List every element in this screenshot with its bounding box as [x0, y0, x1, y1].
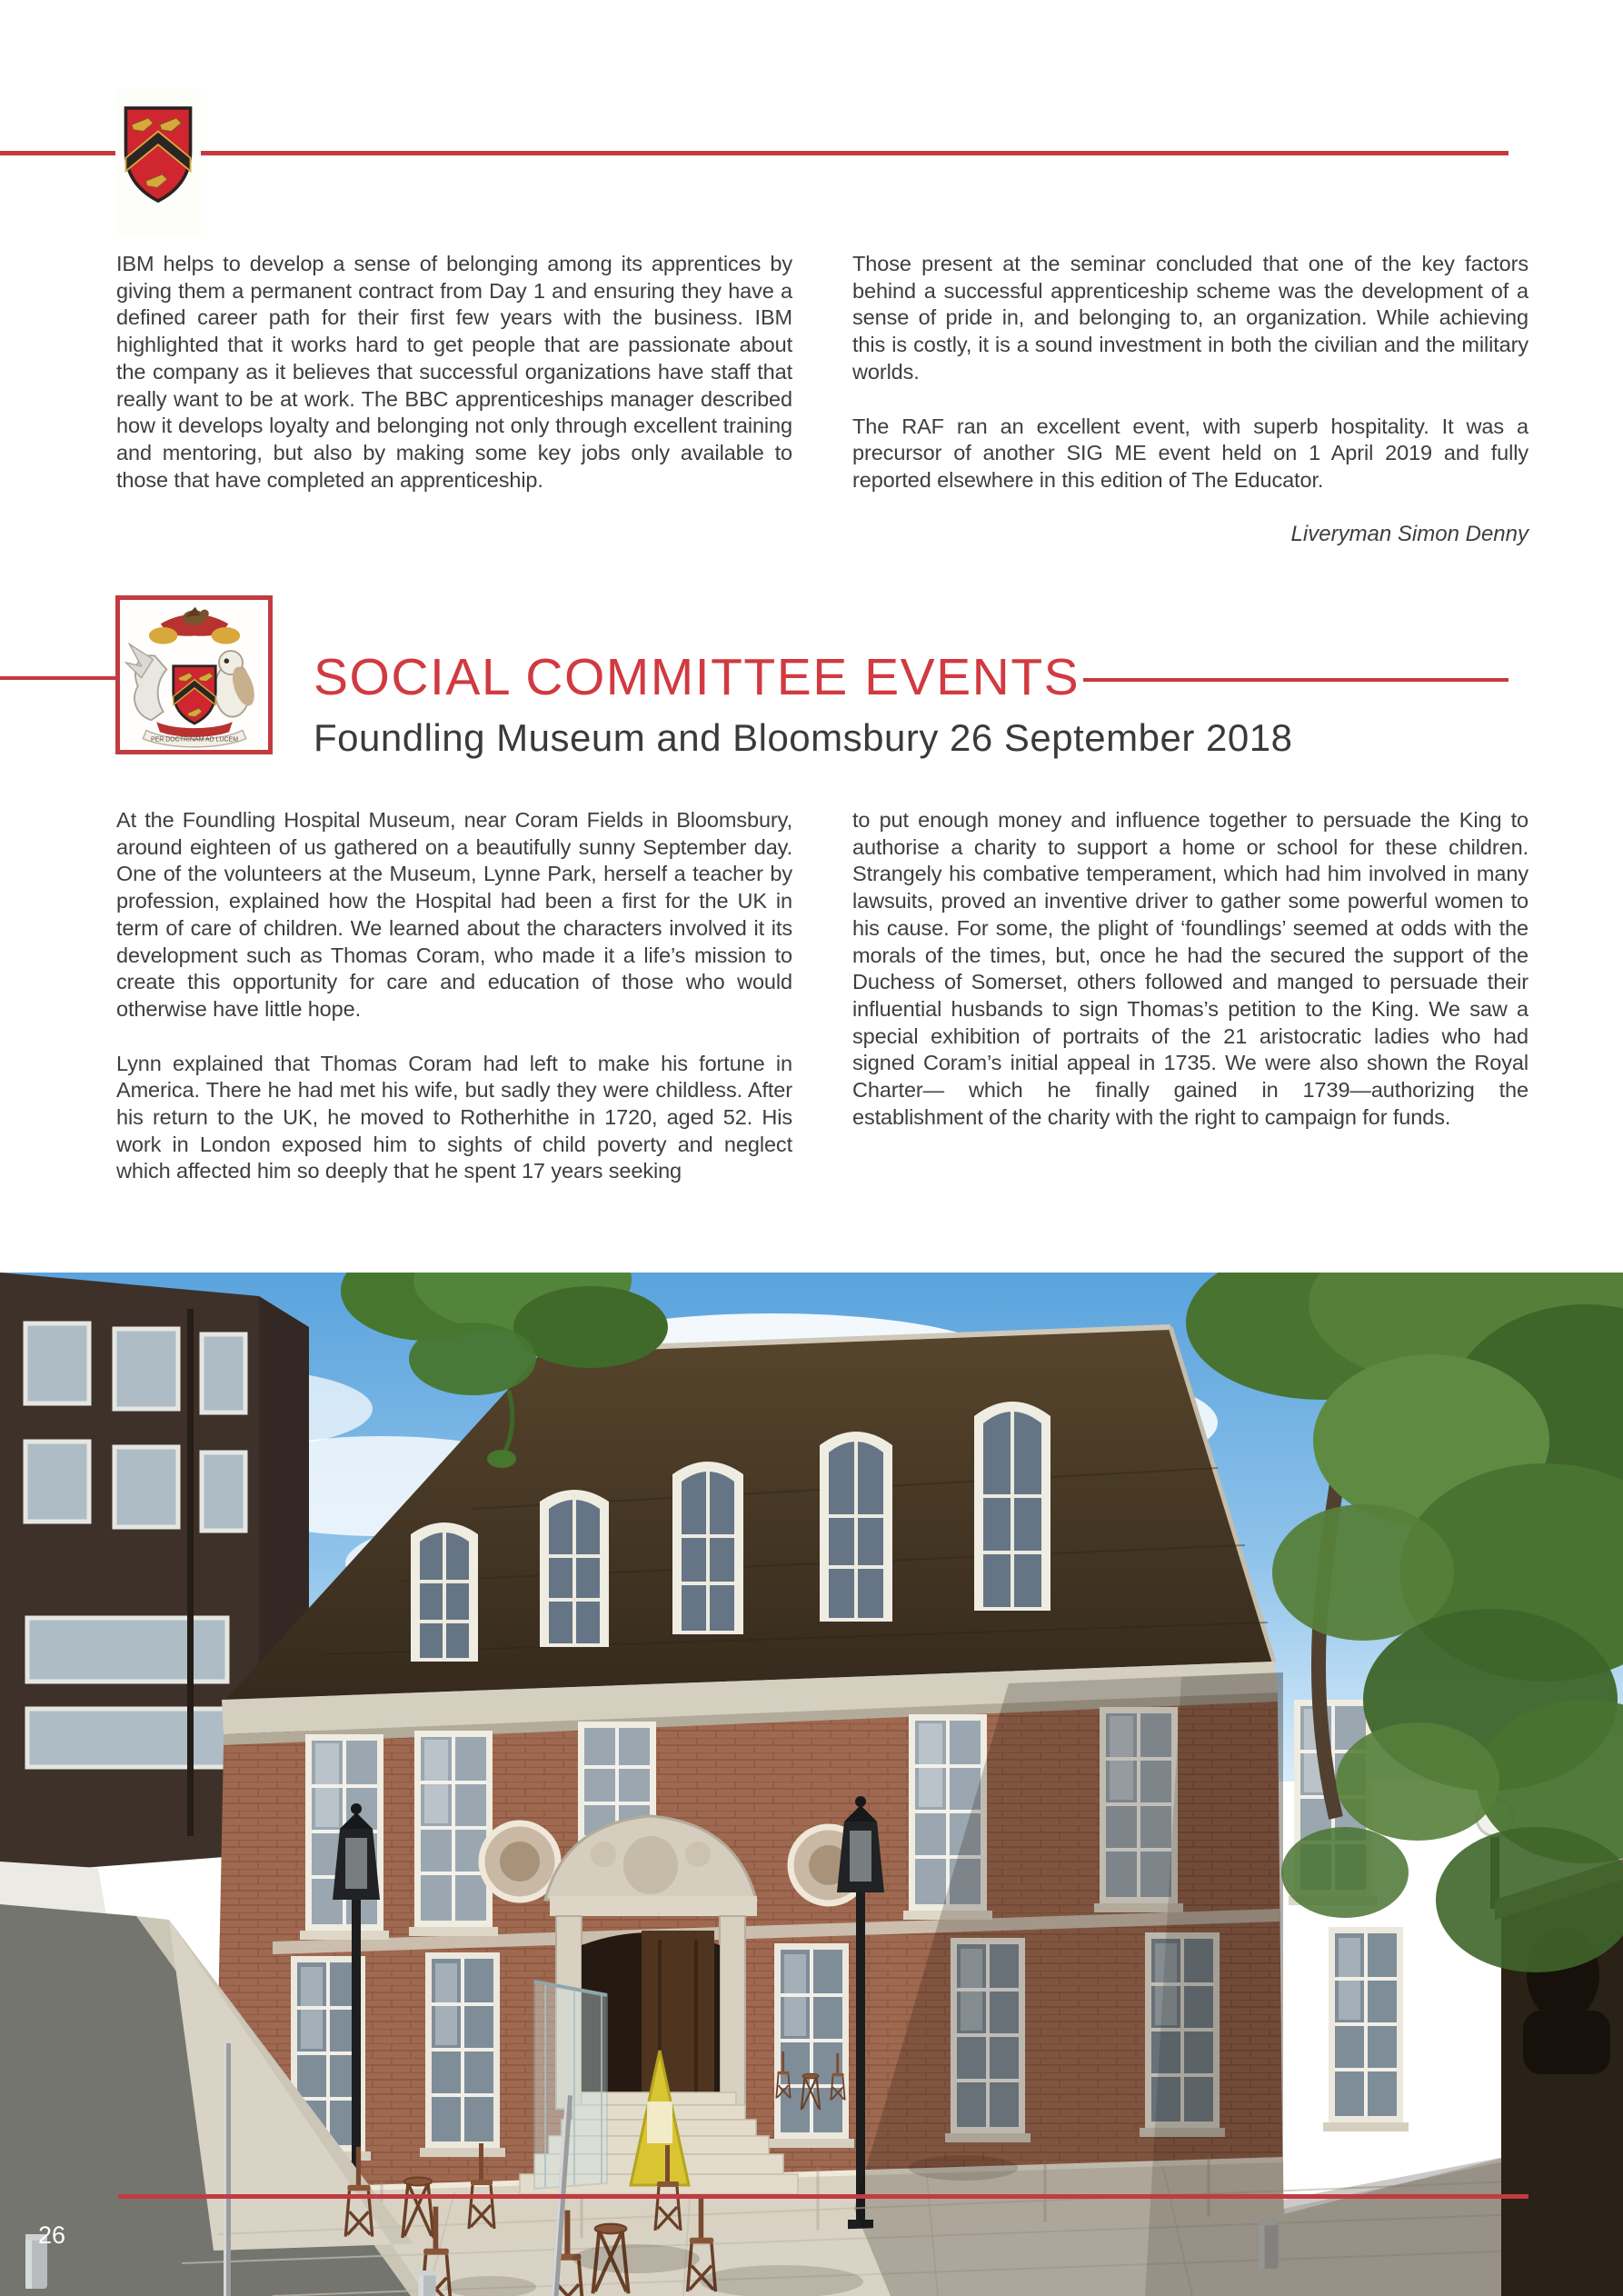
page-number: 26 — [38, 2221, 66, 2249]
footer-rule — [118, 2194, 1528, 2199]
section-logo-box — [115, 595, 273, 754]
shield-crest-icon — [121, 101, 195, 208]
section-subtitle: Foundling Museum and Bloomsbury 26 September 2018 — [314, 716, 1293, 759]
foundling-museum-photo — [0, 1273, 1623, 2296]
paragraph: At the Foundling Hospital Museum, near Coram Fields in Bloomsbury, around eighteen of us gathered on a beautifully sunny September day. One of the volunteers at the Museum, Lynne Park, herself a teacher by profession, explained how the Hospital had been a first for the UK in term of care of children. We learned about the characters involved it its development such as Thomas Coram, who made it a life’s mission to create this opportunity for care and education of those who would otherwise have little hope. — [116, 808, 792, 1021]
section-body-right-column — [852, 807, 1528, 1213]
section-body-left-column — [116, 807, 792, 1213]
company-crest — [115, 88, 201, 237]
top-article-right-column — [852, 251, 1528, 547]
medallion-left — [482, 1823, 558, 1900]
glass-ramp — [534, 1982, 607, 2189]
paragraph: Lynn explained that Thomas Coram had left to make his fortune in America. There he had met his wife, but sadly they were childless. After his return to the UK, he moved to Rotherhithe in 1720, aged 52. His work in London exposed him to sights of child poverty and neglect which affected him so deeply that he spent 17 years seeking — [116, 1051, 792, 1183]
section-right-rule — [1083, 678, 1508, 682]
crest-motto: PER DOCTRINAM AD LUCEM — [150, 735, 238, 743]
paragraph: to put enough money and influence together to persuade the King to authorise a charity to support a home or school for these children. Strangely his combative temperament, which had him involved in many lawsuits, proved an inventive driver to gather some powerful women to his cause. For some, the plight of ‘foundlings’ seemed at odds with the morals of the times, but, once he had the secured the support of the Duchess of Somerset, others followed and manged to persuade their influential husbands to sign Thomas’s petition to the King. We saw a special exhibition of portraits of the 21 aristocratic ladies who had signed Coram’s initial appeal in 1735. We were also shown the Royal Charter— which he finally gained in 1739—authorizing the establishment of the charity with the right to campaign for funds. — [852, 808, 1528, 1129]
section-body — [116, 807, 1528, 1213]
paragraph: The RAF ran an excellent event, with superb hospitality. It was a precursor of another SIG ME event held on 1 April 2019 and fully reported elsewhere in this edition of The Educator. — [852, 414, 1528, 492]
paragraph: IBM helps to develop a sense of belonging among its apprentices by giving them a permanent contract from Day 1 and ensuring they have a defined career path for their first few years with the business. IBM highlighted that it works hard to get people that are passionate about the company as it believes that successful organizations have staff that really want to be at work. The BBC apprenticeships manager described how it develops loyalty and belonging not only through excellent training and mentoring, but also by making some key jobs only available to those that have completed an apprenticeship. — [116, 252, 792, 492]
top-article-left-column — [116, 251, 792, 547]
article-attribution: Liveryman Simon Denny — [1290, 521, 1528, 546]
top-rule — [0, 151, 1508, 155]
section-left-rule — [0, 676, 115, 680]
top-article — [116, 251, 1528, 547]
coat-of-arms-icon — [123, 603, 266, 748]
paragraph: Those present at the seminar concluded that one of the key factors behind a successful apprenticeship scheme was the development of a sense of pride in, and belonging to, an organization. While achieving this is costly, it is a sound investment in both the civilian and the military worlds. — [852, 252, 1528, 384]
section-title: SOCIAL COMMITTEE EVENTS — [314, 648, 1080, 706]
